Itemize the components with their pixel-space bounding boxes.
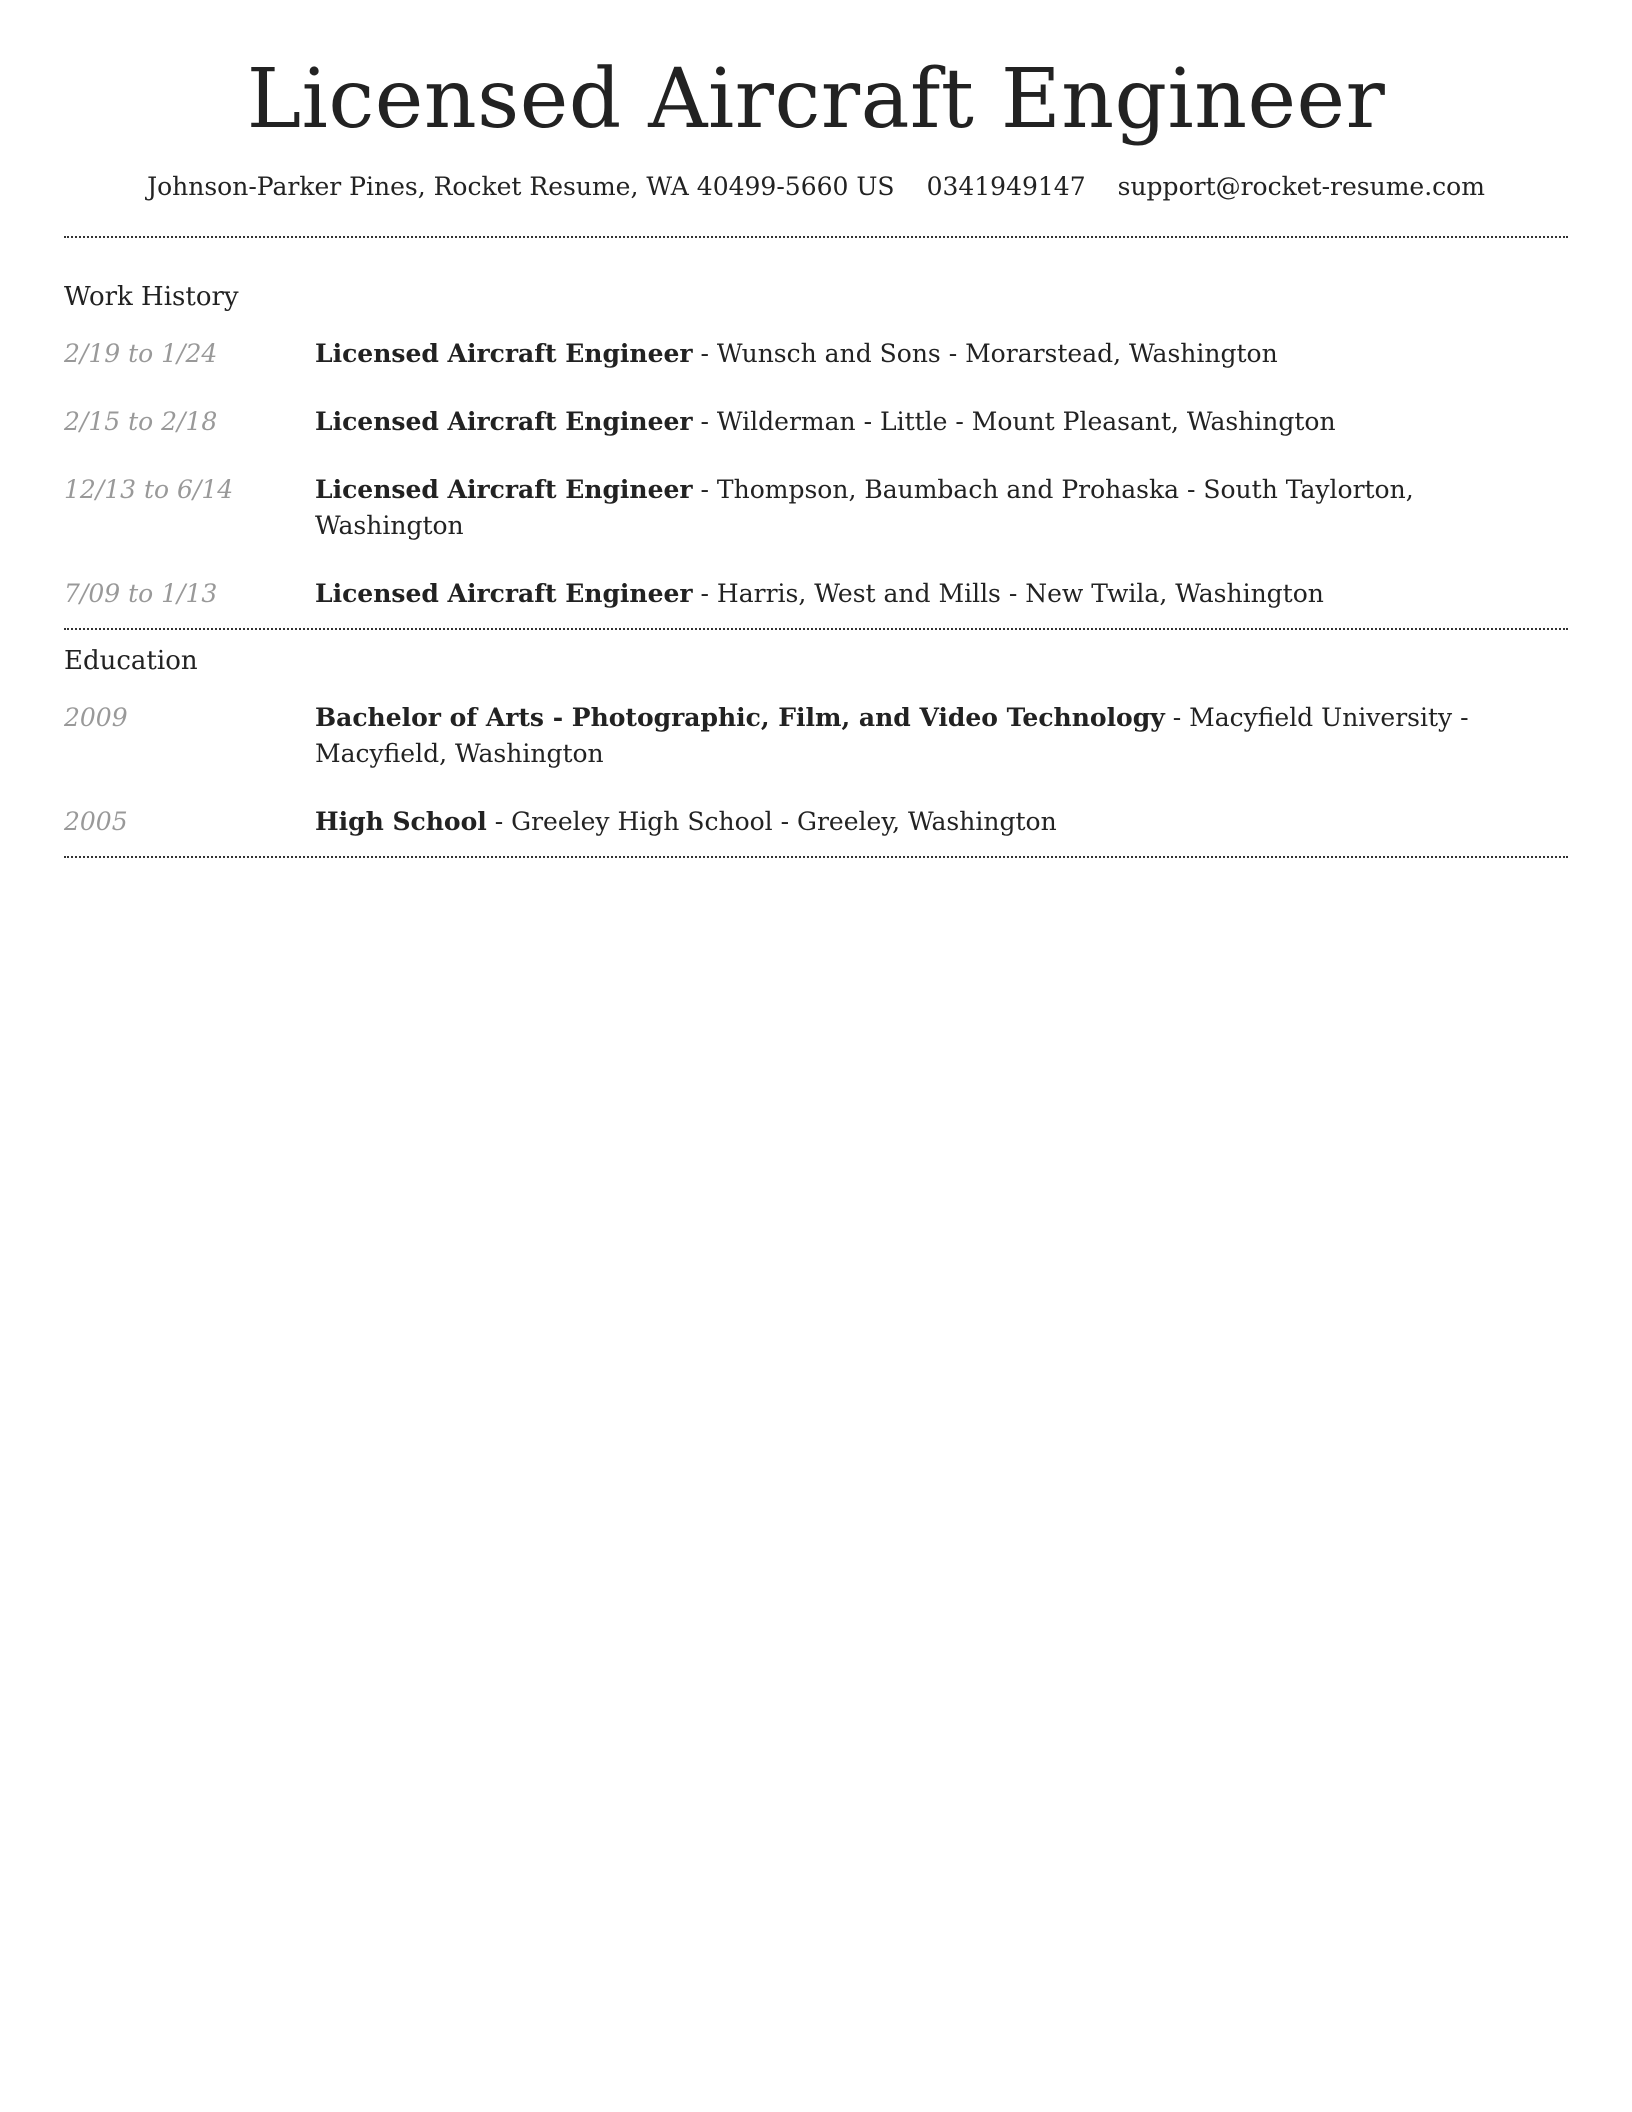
entry-details: - Wilderman - Little - Mount Pleasant, Washington xyxy=(692,407,1336,436)
contact-email: support@rocket-resume.com xyxy=(1117,172,1485,201)
entry-role: Licensed Aircraft Engineer xyxy=(315,407,693,436)
entry-date: 2005 xyxy=(64,807,128,836)
entry-body xyxy=(315,804,1568,840)
contact-line xyxy=(64,170,1568,204)
entry-body xyxy=(315,336,1568,372)
entry-date: 12/13 to 6/14 xyxy=(64,475,234,504)
entry-date: 7/09 to 1/13 xyxy=(64,579,218,608)
education-entry xyxy=(64,804,1568,840)
entry-body xyxy=(315,472,1568,544)
entry-date: 2009 xyxy=(64,703,128,732)
contact-address: Johnson-Parker Pines, Rocket Resume, WA 40499-5660 US xyxy=(147,172,895,201)
entry-date: 2/15 to 2/18 xyxy=(64,407,218,436)
entry-date: 2/19 to 1/24 xyxy=(64,339,218,368)
entry-role: Licensed Aircraft Engineer xyxy=(315,579,693,608)
work-history-section xyxy=(64,280,1568,612)
work-entries xyxy=(64,336,1568,612)
entry-details: - Greeley High School - Greeley, Washington xyxy=(486,807,1057,836)
entry-details: - Thompson, Baumbach and Prohaska - South Taylorton, Washington xyxy=(315,475,1414,540)
education-entries xyxy=(64,700,1568,840)
work-entry xyxy=(64,576,1568,612)
entry-degree: High School xyxy=(315,807,487,836)
entry-details: - Wunsch and Sons - Morarstead, Washington xyxy=(692,339,1278,368)
divider xyxy=(64,628,1568,630)
work-entry xyxy=(64,404,1568,440)
divider xyxy=(64,236,1568,238)
resume-title: Licensed Aircraft Engineer xyxy=(246,52,1386,147)
entry-body xyxy=(315,700,1568,772)
education-entry xyxy=(64,700,1568,772)
section-title: Work History xyxy=(64,282,239,312)
education-section xyxy=(64,644,1568,840)
entry-details: - Macyfield University - Macyfield, Washington xyxy=(315,703,1469,768)
work-entry xyxy=(64,336,1568,372)
contact-phone: 0341949147 xyxy=(926,172,1086,201)
entry-body xyxy=(315,404,1568,440)
work-entry xyxy=(64,472,1568,544)
section-title: Education xyxy=(64,646,198,676)
entry-role: Licensed Aircraft Engineer xyxy=(315,339,693,368)
entry-body xyxy=(315,576,1568,612)
entry-role: Licensed Aircraft Engineer xyxy=(315,475,693,504)
divider xyxy=(64,856,1568,858)
entry-degree: Bachelor of Arts - Photographic, Film, and Video Technology xyxy=(315,703,1165,732)
entry-details: - Harris, West and Mills - New Twila, Washington xyxy=(692,579,1324,608)
